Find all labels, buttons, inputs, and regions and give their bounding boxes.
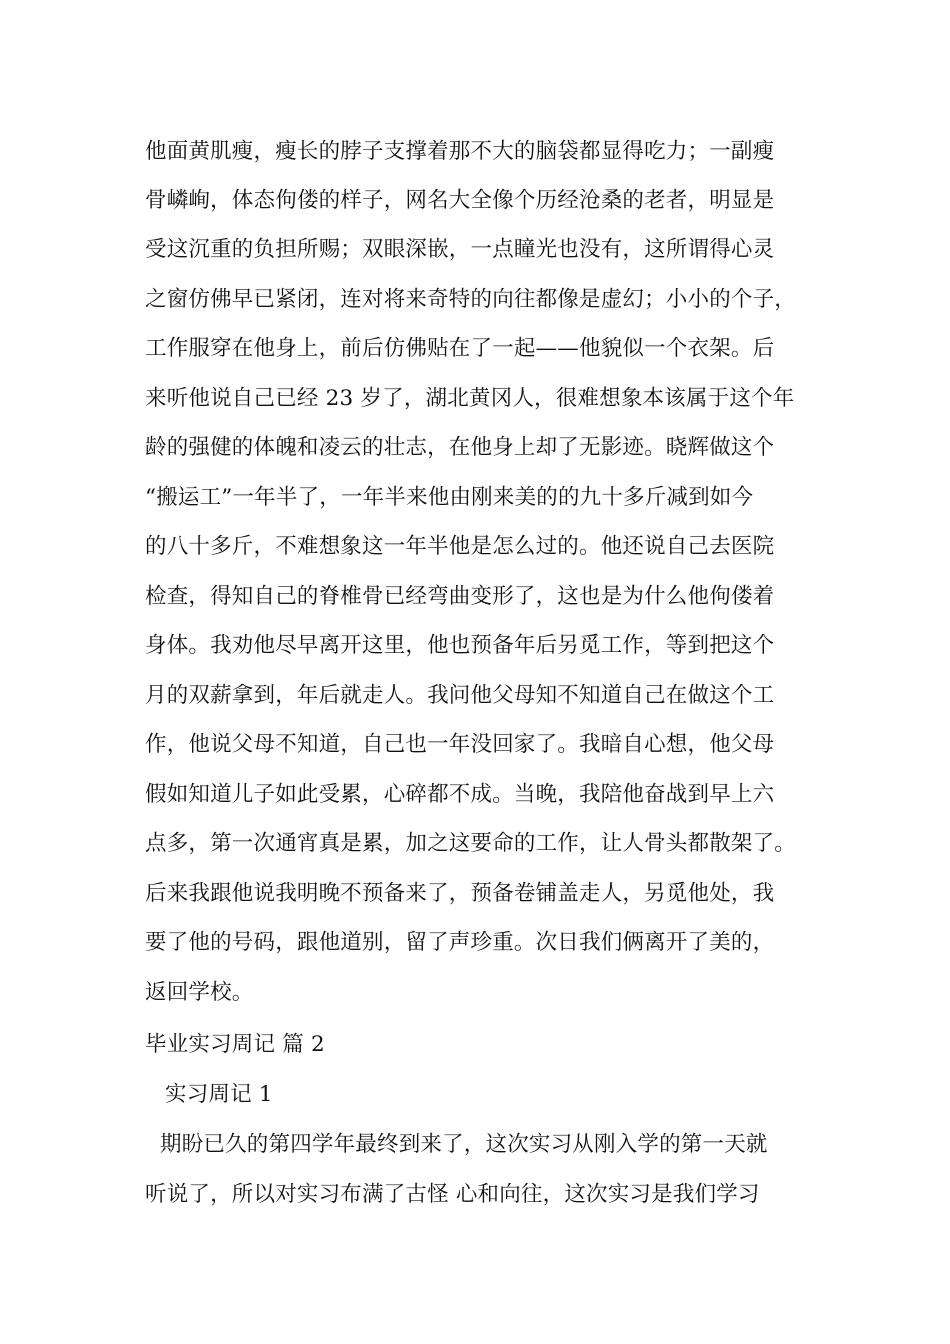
body-text-line: 龄的强健的体魄和凌云的壮志，在他身上却了无影迹。晓辉做这个: [145, 435, 775, 460]
body-text-line: 之窗仿佛早已紧闭，连对将来奇特的向往都像是虚幻；小小的个子，: [145, 287, 797, 312]
body-text-line: 作，他说父母不知道，自己也一年没回家了。我暗自心想，他父母: [145, 732, 775, 757]
body-text-line: 后来我跟他说我明晚不预备来了，预备卷铺盖走人，另觅他处，我: [145, 881, 775, 906]
body-text-line: 返回学校。: [145, 980, 254, 1005]
body-text-line: 期盼已久的第四学年最终到来了，这次实习从刚入学的第一天就: [160, 1132, 768, 1157]
body-text-line: 受这沉重的负担所赐；双眼深嵌，一点瞳光也没有，这所谓得心灵: [145, 237, 775, 262]
body-text-line: “搬运工”一年半了，一年半来他由刚来美的的九十多斤减到如今: [145, 485, 754, 510]
body-text-line: 要了他的号码，跟他道别，留了声珍重。次日我们俩离开了美的，: [145, 930, 775, 955]
body-text-line: 点多，第一次通宵真是累，加之这要命的工作，让人骨头都散架了。: [145, 831, 797, 856]
body-text-line: 工作服穿在他身上，前后仿佛贴在了一起——他貌似一个衣架。后: [145, 336, 775, 361]
body-text-line: 听说了，所以对实习布满了古怪 心和向往，这次实习是我们学习: [145, 1182, 760, 1207]
body-text-line: 身体。我劝他尽早离开这里，他也预备年后另觅工作，等到把这个: [145, 633, 775, 658]
body-text-line: 月的双薪拿到，年后就走人。我问他父母知不知道自己在做这个工: [145, 683, 775, 708]
body-text-line: 他面黄肌瘦，瘦长的脖子支撑着那不大的脑袋都显得吃力；一副瘦: [145, 139, 775, 164]
body-text-line: 的八十多斤，不难想象这一年半他是怎么过的。他还说自己去医院: [145, 534, 775, 559]
body-text-line: 来听他说自己已经 23 岁了，湖北黄冈人，很难想象本该属于这个年: [145, 386, 795, 411]
section-heading: 毕业实习周记 篇 2: [145, 1032, 325, 1057]
body-text-line: 假如知道儿子如此受累，心碎都不成。当晚，我陪他奋战到早上六: [145, 782, 775, 807]
body-text-line: 检查，得知自己的脊椎骨已经弯曲变形了，这也是为什么他佝偻着: [145, 584, 775, 609]
body-text-line: 骨嶙峋，体态佝偻的样子，网名大全像个历经沧桑的老者，明显是: [145, 188, 775, 213]
sub-heading: 实习周记 1: [165, 1082, 273, 1107]
